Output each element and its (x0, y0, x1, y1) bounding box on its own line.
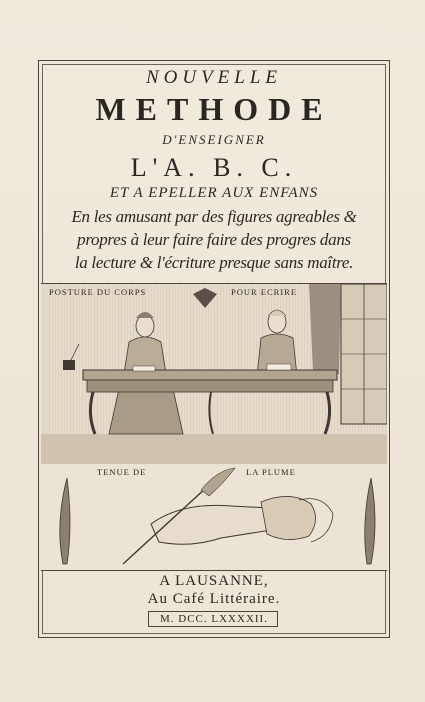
pen-hand-illustration (41, 464, 387, 570)
imprint-city: A LAUSANNE, (159, 573, 269, 589)
caption-pour-ecrire: POUR ECRIRE (231, 287, 298, 297)
quill-right-icon (365, 478, 375, 564)
imprint-publisher: Au Café Littéraire. (147, 591, 281, 607)
quill-left-icon (60, 478, 70, 564)
title-line-abc: L'A. B. C. (130, 153, 298, 182)
title-line-denseigner: D'ENSEIGNER (162, 132, 266, 147)
engraving-pen-hold (41, 464, 387, 571)
page-frame (38, 60, 390, 638)
engraving-writing-posture (41, 283, 387, 465)
writing-scene-illustration (41, 284, 387, 464)
subtitle-line-3: la lecture & l'écriture presque sans maître. (74, 253, 354, 272)
subtitle-line-2: propres à leur faire faire des progres dans (77, 230, 351, 249)
title-line-epeller: ET A EPELLER AUX ENFANS (109, 185, 319, 201)
caption-la-plume: LA PLUME (246, 467, 296, 477)
caption-tenue-de: TENUE DE (97, 467, 147, 477)
title-line-methode: METHODE (95, 91, 333, 127)
imprint-date: M. DCC. LXXXXII. (160, 613, 268, 625)
subtitle-line-1: En les amusant par des figures agreables & (71, 207, 357, 226)
caption-posture: POSTURE DU CORPS (49, 287, 147, 297)
title-line-nouvelle: NOUVELLE (145, 67, 283, 88)
